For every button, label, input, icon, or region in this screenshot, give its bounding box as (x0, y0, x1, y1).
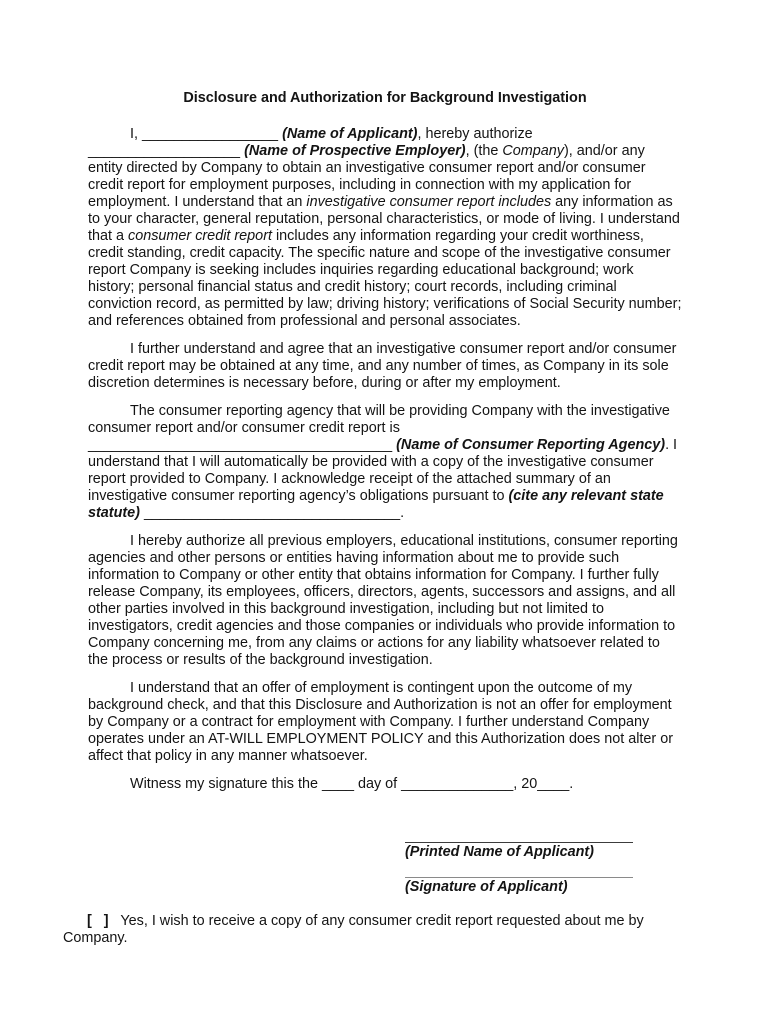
month-blank[interactable]: ______________ (401, 776, 514, 792)
text-run: Company (502, 143, 564, 159)
text-run: , 20 (513, 776, 538, 792)
year-blank[interactable]: ____ (537, 776, 570, 792)
text-run (109, 913, 121, 929)
text-run: any information as to your character, general reputation, personal characteristics, or mode of living. I understand that a (88, 194, 684, 244)
text-run: I hereby authorize all previous employers, educational institutions, consumer reporting agencies and other persons or entities having information about me to provide such information to Company or other entity that obtains information for Company. I further fully release Company, its employees, officers, directors, agents, successors and assigns, and all other parties involved in this background investigation, including but not limited to investigators, credit agencies and those companies or individuals who provide information to Company concerning me, from any claims or actions for any liability whatsoever related to the process or results of the background investigation. (88, 533, 682, 668)
paragraph-authorization (88, 126, 686, 330)
reporting-agency-blank[interactable]: ______________________________________ (88, 437, 393, 453)
text-run: consumer credit report (128, 228, 272, 244)
text-run: , (the (465, 143, 503, 159)
employer-name-blank[interactable]: ___________________ (88, 143, 241, 159)
signature-label: (Signature of Applicant) (405, 879, 568, 895)
text-run: . (400, 505, 405, 521)
text-run: I, (130, 126, 142, 142)
employer-name-caption: (Name of Prospective Employer) (244, 143, 466, 159)
printed-name-label: (Printed Name of Applicant) (405, 844, 594, 860)
paragraph-at-will (88, 680, 682, 765)
text-run: investigative consumer report includes (306, 194, 552, 210)
text-run: I understand that an offer of employment is contingent upon the outcome of my background check, and that this Disclosure and Authorization is not an offer for employment by Company or a contract for employment with Company. I further understand Company operates under an AT-WILL EMPLOYMENT POLICY and this Authorization does not alter or affect that policy in any manner whatsoever. (88, 680, 677, 764)
signature-block (405, 842, 633, 896)
applicant-name-blank[interactable]: _________________ (142, 126, 279, 142)
text-run: Witness my signature this the (130, 776, 322, 792)
state-statute-caption: (cite any relevant state statute) (88, 488, 668, 521)
text-run: The consumer reporting agency that will be providing Company with the investigative consumer report and/or consumer credit report is (88, 403, 674, 436)
text-run: Yes, I wish to receive a copy of any consumer credit report requested about me by Company. (63, 913, 648, 946)
day-blank[interactable]: ____ (321, 776, 354, 792)
reporting-agency-caption: (Name of Consumer Reporting Agency) (396, 437, 666, 453)
paragraph-further-understanding (88, 341, 682, 392)
paragraph-release (88, 533, 682, 669)
applicant-name-caption: (Name of Applicant) (282, 126, 418, 142)
text-run: , hereby authorize (417, 126, 537, 142)
paragraph-credit-report-copy-option (63, 913, 682, 947)
text-run: . I understand that I will automatically be provided with a copy of the investigative consumer report provided to Company. I acknowledge receipt of the attached summary of an investigative consumer reporting agency’s obligations pursuant to (88, 437, 682, 504)
paragraph-witness (88, 776, 682, 793)
consumer-credit-copy-checkbox[interactable]: [ ] (87, 913, 109, 929)
text-run: . (569, 776, 574, 792)
text-run: ), and/or any entity directed by Company to obtain an investigative consumer report and/or consumer credit report for employment purposes, including in connection with my application for employment. I understand that an (88, 143, 650, 210)
paragraph-reporting-agency (88, 403, 682, 522)
document-title: Disclosure and Authorization for Background Investigation (183, 90, 587, 106)
text-run: includes any information regarding your credit worthiness, credit standing, credit capacity. The specific nature and scope of the investigative consumer report Company is seeking includes inquiries regarding educational background; work history; personal financial status and credit history; court records, including criminal conviction record, as permitted by law; driving history; verifications of Social Security number; and references obtained from professional and personal associates. (88, 228, 686, 329)
text-run: day of (353, 776, 402, 792)
text-run: I further understand and agree that an investigative consumer report and/or consumer credit report may be obtained at any time, and any number of times, as Company in its sole discretion determines is necessary before, during or after my employment. (88, 341, 681, 391)
state-statute-blank[interactable]: ________________________________ (143, 505, 401, 521)
